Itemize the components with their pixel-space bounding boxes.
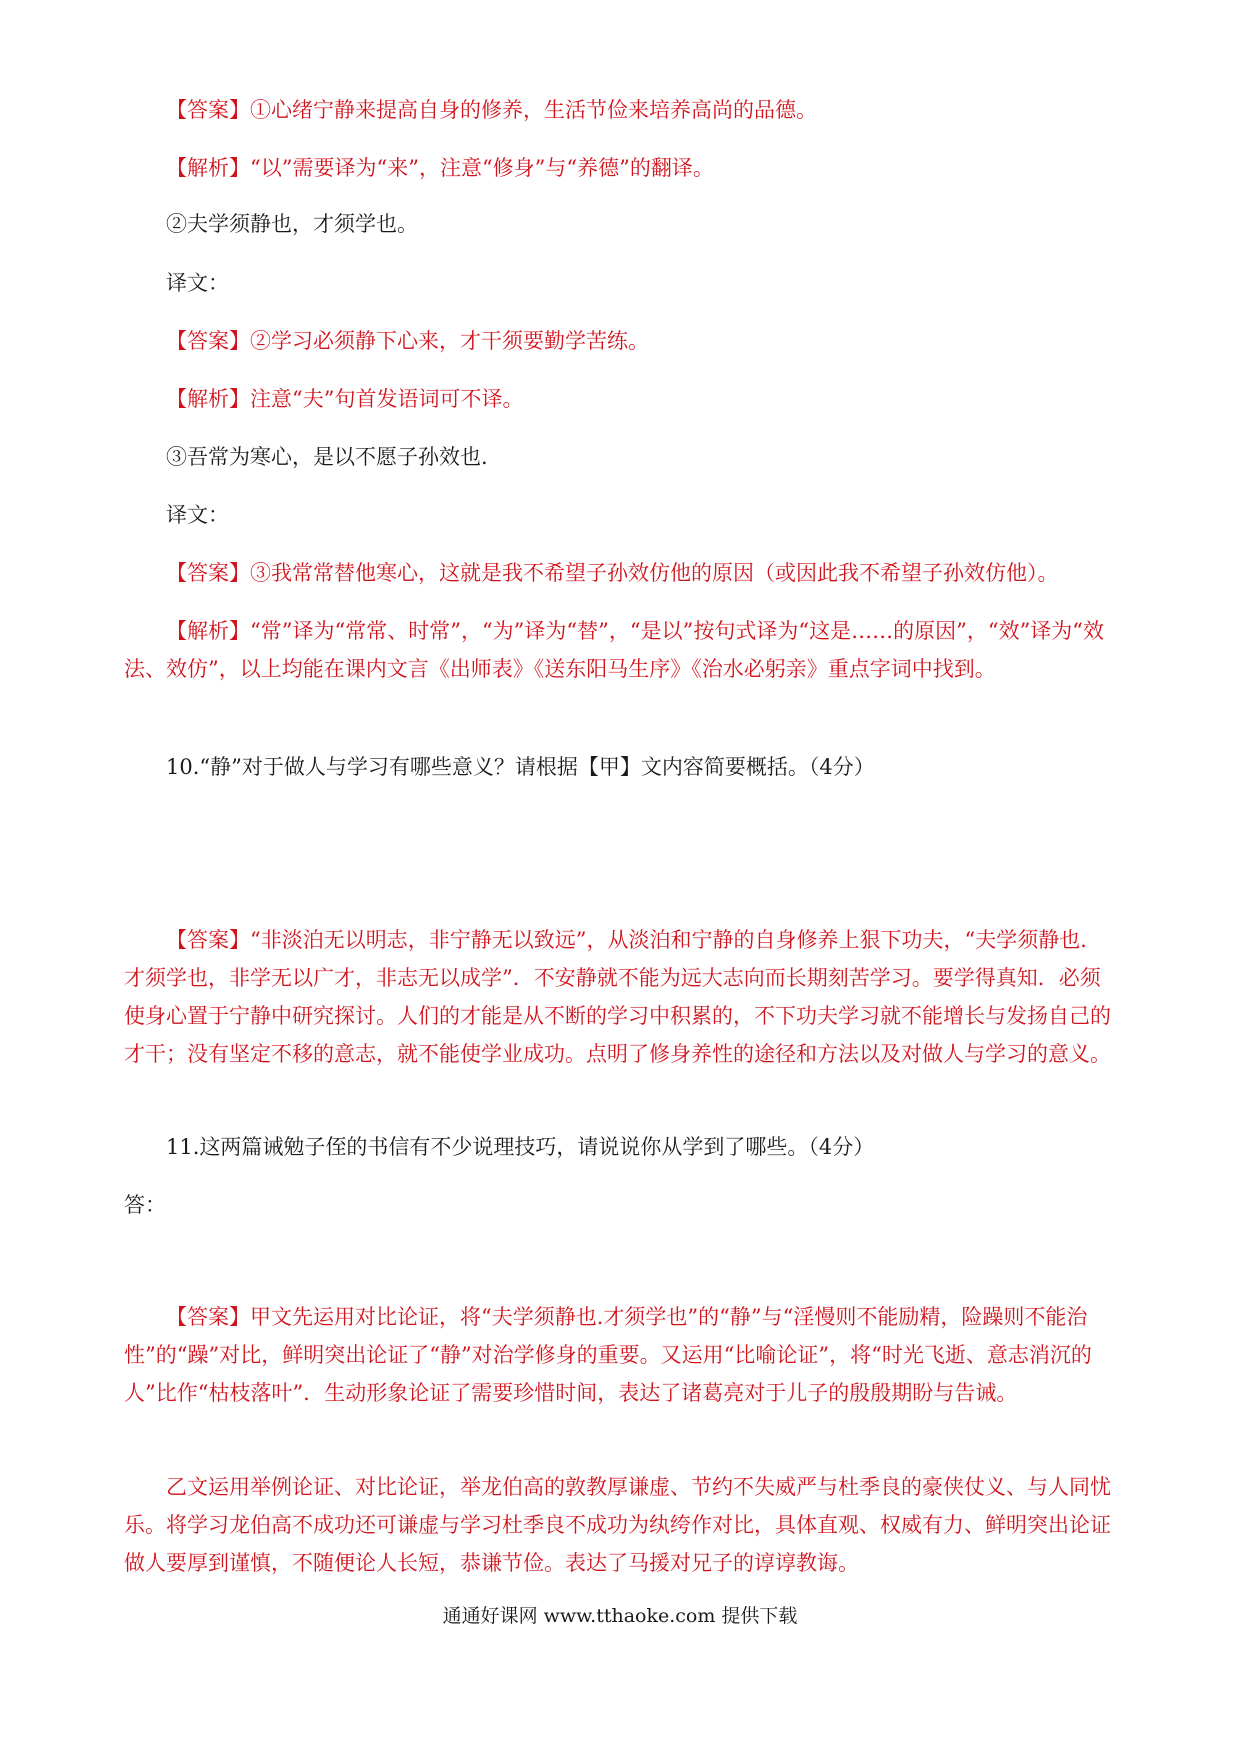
translation-label-2: 译文： — [166, 271, 229, 295]
footer-text: 通通好课网 www.tthaoke.com 提供下载 — [442, 1605, 798, 1627]
analysis-2: 【解析】注意“夫”句首发语词可不译。 — [166, 387, 524, 411]
question-11: 11.这两篇诫勉子侄的书信有不少说理技巧，请说说你从学到了哪些。（4分） — [166, 1135, 875, 1159]
question-3: ③吾常为寒心，是以不愿子孙效也. — [166, 445, 488, 469]
answer-11-b: 乙文运用举例论证、对比论证，举龙伯高的敦教厚谦虚、节约不失威严与杜季良的豪侠仗义、与人同忧乐。将学习龙伯高不成功还可谦虚与学习杜季良不成功为纨绔作对比，具体直观、权威有力、鲜明突出论证做人要厚到谨慎，不随便论人长短，恭谦节俭。表达了马援对兄子的谆谆教诲。 — [124, 1475, 1111, 1575]
answer-label-11: 答： — [124, 1193, 166, 1217]
translation-label-3: 译文： — [166, 503, 229, 527]
analysis-3: 【解析】“常”译为“常常、时常”，“为”译为“替”，“是以”按句式译为“这是……的原因”，“效”译为“效法、效仿”，以上均能在课内文言《出师表》《送东阳马生序》《治水必躬亲》重点字词中找到。 — [124, 619, 1105, 681]
question-2: ②夫学须静也，才须学也。 — [166, 212, 418, 236]
answer-1: 【答案】①心绪宁静来提高自身的修养，生活节俭来培养高尚的品德。 — [166, 98, 817, 122]
analysis-1: 【解析】“以”需要译为“来”，注意“修身”与“养德”的翻译。 — [166, 156, 714, 180]
answer-10: 【答案】“非淡泊无以明志，非宁静无以致远”，从淡泊和宁静的自身修养上狠下功夫，“夫学须静也．才须学也，非学无以广才，非志无以成学”．不安静就不能为远大志向而长期刻苦学习。要学得真知．必须使身心置于宁静中研究探讨。人们的才能是从不断的学习中积累的，不下功夫学习就不能增长与发扬自己的才干；没有坚定不移的意志，就不能使学业成功。点明了修身养性的途径和方法以及对做人与学习的意义。 — [124, 928, 1111, 1066]
answer-11-a: 【答案】甲文先运用对比论证，将“夫学须静也.才须学也”的“静”与“淫慢则不能励精，险躁则不能治性”的“躁”对比，鲜明突出论证了“静”对治学修身的重要。又运用“比喻论证”，将“时光飞逝、意志消沉的人”比作“枯枝落叶”．生动形象论证了需要珍惜时间，表达了诸葛亮对于儿子的殷殷期盼与告诫。 — [124, 1305, 1092, 1405]
answer-2: 【答案】②学习必须静下心来，才干须要勤学苦练。 — [166, 329, 649, 353]
question-10: 10.“静”对于做人与学习有哪些意义？请根据【甲】文内容简要概括。（4分） — [166, 755, 875, 779]
answer-3: 【答案】③我常常替他寒心，这就是我不希望子孙效仿他的原因（或因此我不希望子孙效仿他）。 — [166, 561, 1059, 585]
